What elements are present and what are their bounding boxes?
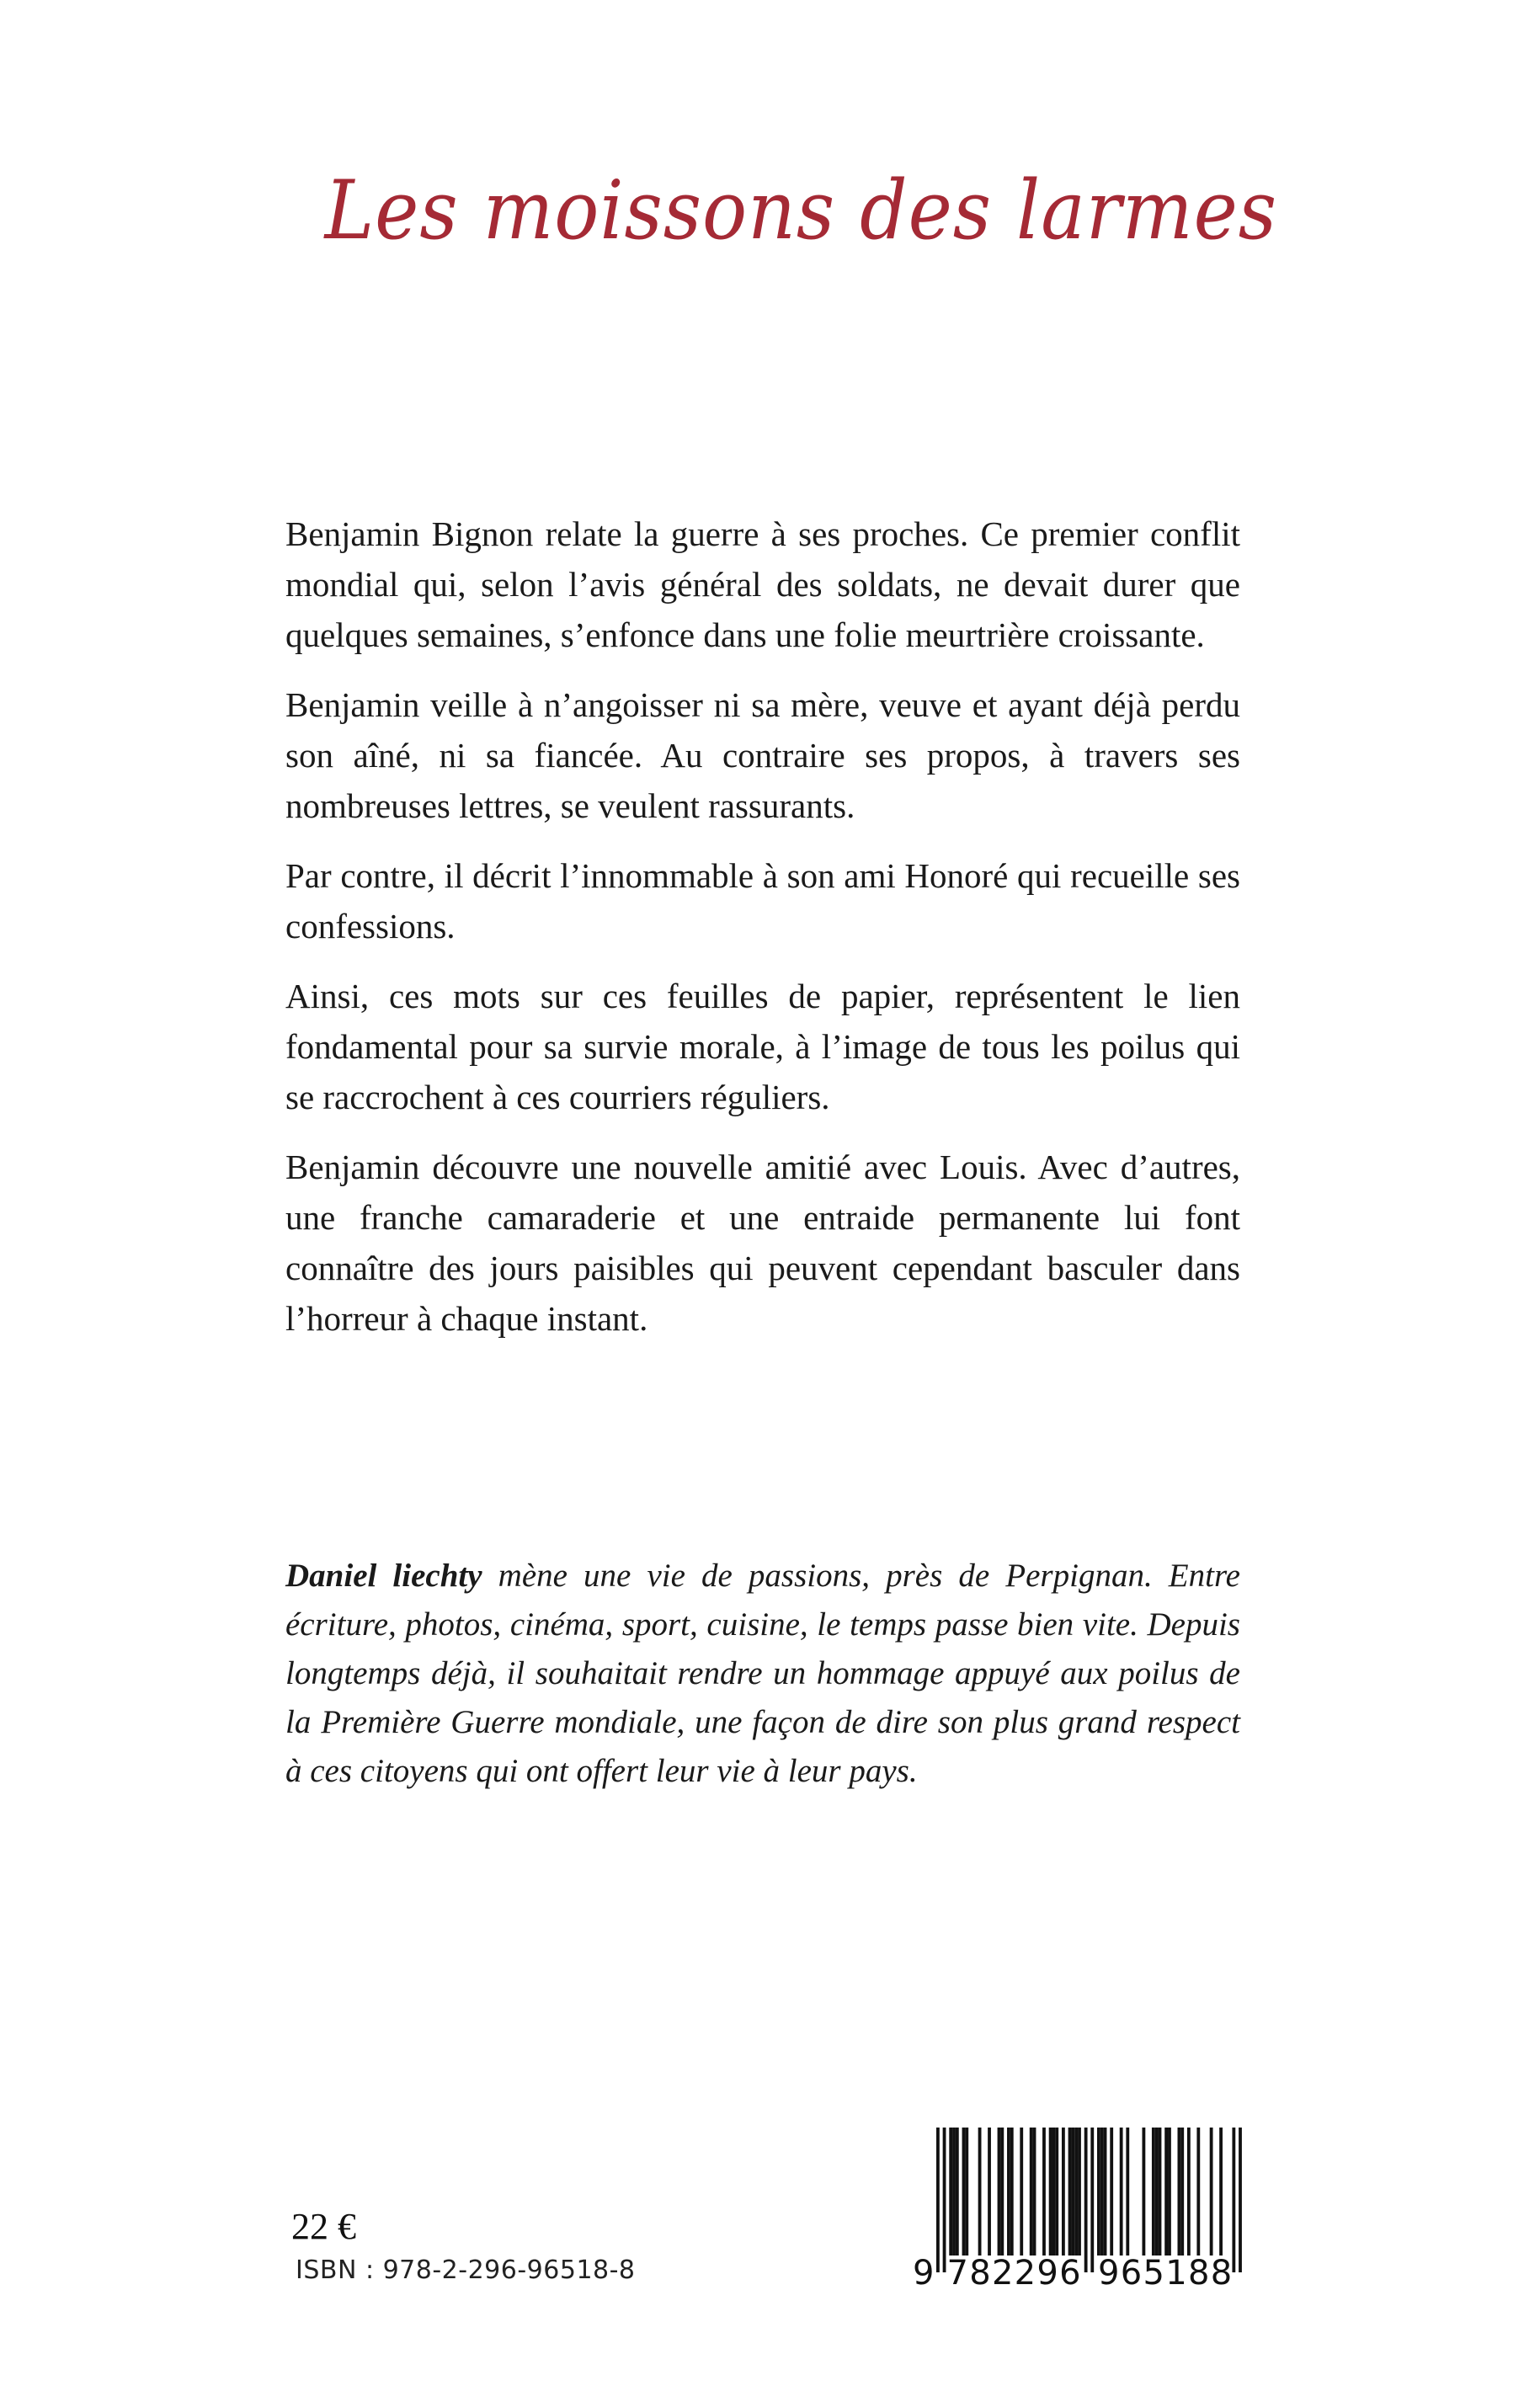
barcode-icon	[909, 2126, 1255, 2290]
ean13-barcode	[909, 2126, 1255, 2290]
author-bio	[285, 1552, 1240, 1796]
svg-text:6: 6	[1120, 2254, 1143, 2290]
isbn: ISBN : 978-2-296-96518-8	[296, 2256, 636, 2285]
svg-text:2: 2	[991, 2254, 1014, 2290]
summary-paragraph: Ainsi, ces mots sur ces feuilles de papier, représentent le lien fondamental pour sa survie morale, à l’image de tous les poilus qui se raccrochent à ces courriers réguliers.	[285, 977, 1240, 1116]
summary-paragraph: Par contre, il décrit l’innommable à son ami Honoré qui recueille ses confessions.	[285, 856, 1240, 945]
back-cover-summary	[285, 509, 1240, 1363]
svg-text:5: 5	[1143, 2254, 1164, 2290]
svg-text:9: 9	[1036, 2254, 1058, 2290]
price: 22 €	[291, 2206, 356, 2247]
book-title: Les moissons des larmes	[324, 163, 1278, 258]
summary-paragraph: Benjamin Bignon relate la guerre à ses proches. Ce premier conflit mondial qui, selon l’avis général des soldats, ne devait durer que quelques semaines, s’enfonce dans une folie meurtrière croissante.	[285, 514, 1240, 654]
svg-text:7: 7	[946, 2254, 968, 2290]
svg-text:2: 2	[1014, 2254, 1036, 2290]
author-name: Daniel liechty	[285, 1558, 482, 1594]
svg-text:8: 8	[969, 2254, 991, 2290]
svg-text:8: 8	[1210, 2254, 1233, 2290]
svg-text:6: 6	[1059, 2254, 1081, 2290]
svg-text:8: 8	[1187, 2254, 1210, 2290]
author-bio-text: mène une vie de passions, près de Perpignan. Entre écriture, photos, cinéma, sport, cuisine, le temps passe bien vite. Depuis longtemps déjà, il souhaitait rendre un hommage appuyé aux poilus de la Première Guerre mondiale, une façon de dire son plus grand respect à ces citoyens qui ont offert leur vie à leur pays.	[285, 1558, 1240, 1789]
summary-paragraph: Benjamin veille à n’angoisser ni sa mère, veuve et ayant déjà perdu son aîné, ni sa fiancée. Au contraire ses propos, à travers ses nombreuses lettres, se veulent rassurants.	[285, 685, 1240, 825]
summary-paragraph: Benjamin découvre une nouvelle amitié avec Louis. Avec d’autres, une franche camaraderie et une entraide permanente lui font connaître des jours paisibles qui peuvent cependant basculer dans l’horreur à chaque instant.	[285, 1148, 1240, 1338]
svg-text:9: 9	[1098, 2254, 1120, 2290]
svg-text:9: 9	[913, 2254, 935, 2290]
svg-text:1: 1	[1165, 2254, 1187, 2290]
